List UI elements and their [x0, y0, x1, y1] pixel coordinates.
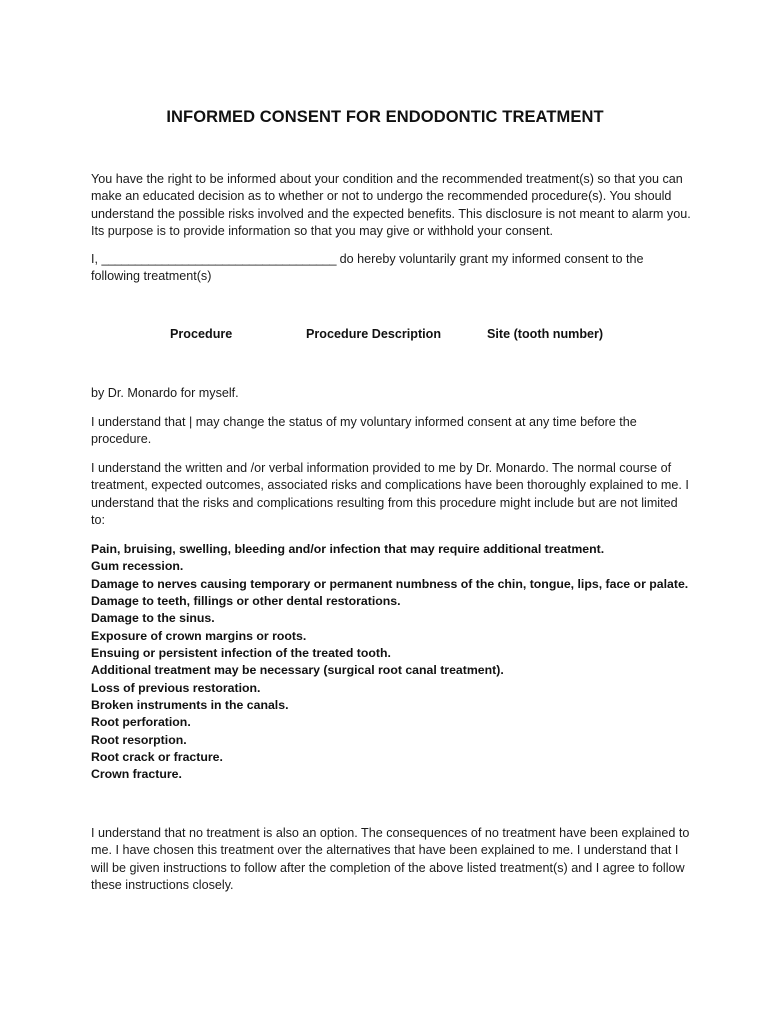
written-info-paragraph: I understand the written and /or verbal information provided to me by Dr. Monardo. The normal course of treatment, expected outcomes, associated risks and complications have been thoroughly explained to me. I understand that the risks and complications resulting from this procedure might include but are not limited to:: [91, 461, 689, 528]
consent-statement: [91, 251, 691, 286]
procedure-header: Procedure: [170, 327, 233, 341]
risks-list: [91, 541, 711, 784]
risk-item: Root crack or fracture.: [91, 750, 223, 765]
risk-item: Crown fracture.: [91, 767, 182, 782]
no-treatment-paragraph: I understand that no treatment is also an option. The consequences of no treatment have been explained to me. I have chosen this treatment over the alternatives that have been explained to me. I understand that I will be given instructions to follow after the completion of the above listed treatment(s) and I agree to follow these instructions closely.: [91, 826, 690, 893]
risk-item: Additional treatment may be necessary (surgical root canal treatment).: [91, 663, 504, 678]
risk-item: Damage to the sinus.: [91, 611, 215, 626]
procedure-description-header: Procedure Description: [306, 327, 442, 341]
risk-item: Gum recession.: [91, 559, 184, 574]
consent-prefix: I,: [91, 252, 102, 266]
consent-suffix: do hereby voluntarily grant my informed consent to the following treatment(s): [91, 252, 644, 284]
risk-item: Broken instruments in the canals.: [91, 698, 289, 713]
risk-item: Loss of previous restoration.: [91, 680, 261, 695]
by-doctor-line: by Dr. Monardo for myself.: [91, 386, 239, 400]
risk-item: Damage to nerves causing temporary or permanent numbness of the chin, tongue, lips, face or palate.: [91, 576, 689, 591]
risk-item: Pain, bruising, swelling, bleeding and/or infection that may require additional treatment.: [91, 542, 605, 556]
change-status-paragraph: I understand that | may change the status of my voluntary informed consent at any time before the procedure.: [91, 415, 637, 447]
intro-paragraph: You have the right to be informed about your condition and the recommended treatment(s) so that you can make an educated decision as to whether or not to undergo the recommended procedure(s). You should understand the possible risks involved and the expected benefits. This disclosure is not meant to alarm you. Its purpose is to provide information so that you may give or withhold your consent.: [91, 172, 691, 239]
risk-item: Damage to teeth, fillings or other dental restorations.: [91, 594, 401, 609]
risk-item: Root perforation.: [91, 715, 191, 730]
risk-item: Exposure of crown margins or roots.: [91, 628, 307, 643]
document-title: INFORMED CONSENT FOR ENDODONTIC TREATMENT: [166, 108, 604, 126]
patient-name-blank: ___________________________________: [101, 252, 337, 266]
risk-item: Root resorption.: [91, 732, 187, 747]
site-header: Site (tooth number): [487, 327, 604, 341]
risk-item: Ensuing or persistent infection of the treated tooth.: [91, 646, 391, 661]
